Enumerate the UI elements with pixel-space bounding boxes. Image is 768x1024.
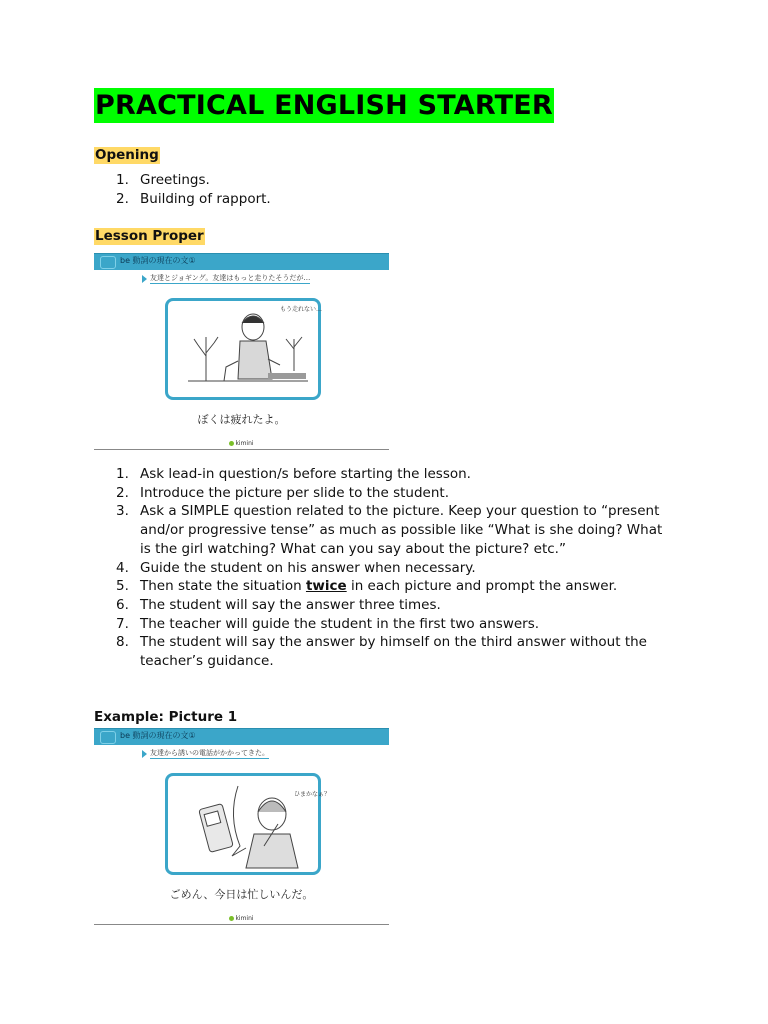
lesson-proper-heading: Lesson Proper: [95, 228, 204, 244]
slide-subtitle: 友達から誘いの電話がかかってきた。: [150, 749, 269, 757]
phone-call-illustration: [168, 776, 331, 872]
lesson-slide-image: [94, 253, 389, 450]
list-item: 6. The student will say the answer three times.: [116, 596, 441, 613]
list-item: 5. Then state the situation twice in each picture and prompt the answer.: [116, 578, 618, 595]
arrow-icon: [142, 275, 147, 283]
slide-header-text: be 動詞の現在の文①: [120, 731, 196, 740]
opening-heading: Opening: [95, 147, 159, 163]
list-item: 1. Ask lead-in question/s before starting the lesson.: [116, 466, 471, 482]
list-item: 2. Building of rapport.: [116, 190, 271, 207]
list-item: 8. The student will say the answer by himself on the third answer without the teacher’s guidance.: [116, 634, 647, 670]
slide-header-bar: [94, 253, 389, 270]
lesson-steps-list: [94, 465, 674, 671]
example-heading: Example: Picture 1: [94, 709, 238, 725]
slide-caption: ぼくは疲れたよ。: [197, 413, 286, 426]
document-title: PRACTICAL ENGLISH STARTER: [95, 90, 553, 121]
jogging-boy-illustration: [168, 301, 323, 397]
list-item: 7. The teacher will guide the student in the first two answers.: [116, 615, 540, 632]
brand-dot-icon: [229, 916, 234, 921]
list-item: 4. Guide the student on his answer when necessary.: [116, 559, 476, 576]
slide-brand: kimini: [94, 440, 389, 447]
emphasis-twice: twice: [305, 578, 347, 595]
speech-bubble-text: ひまかなぁ？: [294, 791, 331, 798]
brand-dot-icon: [229, 441, 234, 446]
list-item: 3. Ask a SIMPLE question related to the picture. Keep your question to “present and/or progressive tense” as much as possible like “What is she doing? What is the girl watching? What can you say about the picture? etc.”: [116, 503, 663, 557]
slide-header-bar: [94, 728, 389, 745]
slide-caption: ごめん、今日は忙しいんだ。: [169, 888, 314, 901]
arrow-icon: [142, 750, 147, 758]
slide-brand: kimini: [94, 915, 389, 922]
slide-illustration-frame: [165, 773, 331, 875]
slide-header-text: be 動詞の現在の文①: [120, 256, 196, 265]
slide-subtitle: 友達とジョギング。友達はもっと走りたそうだが…: [150, 274, 311, 282]
logo-icon: [100, 256, 116, 269]
speech-bubble-text: もう走れない…: [280, 306, 323, 313]
example-slide-image: [94, 728, 389, 925]
slide-illustration-frame: [165, 298, 321, 400]
opening-list: [94, 171, 674, 208]
logo-icon: [100, 731, 116, 744]
list-item: 1. Greetings.: [116, 172, 210, 188]
list-item: 2. Introduce the picture per slide to the student.: [116, 484, 449, 501]
